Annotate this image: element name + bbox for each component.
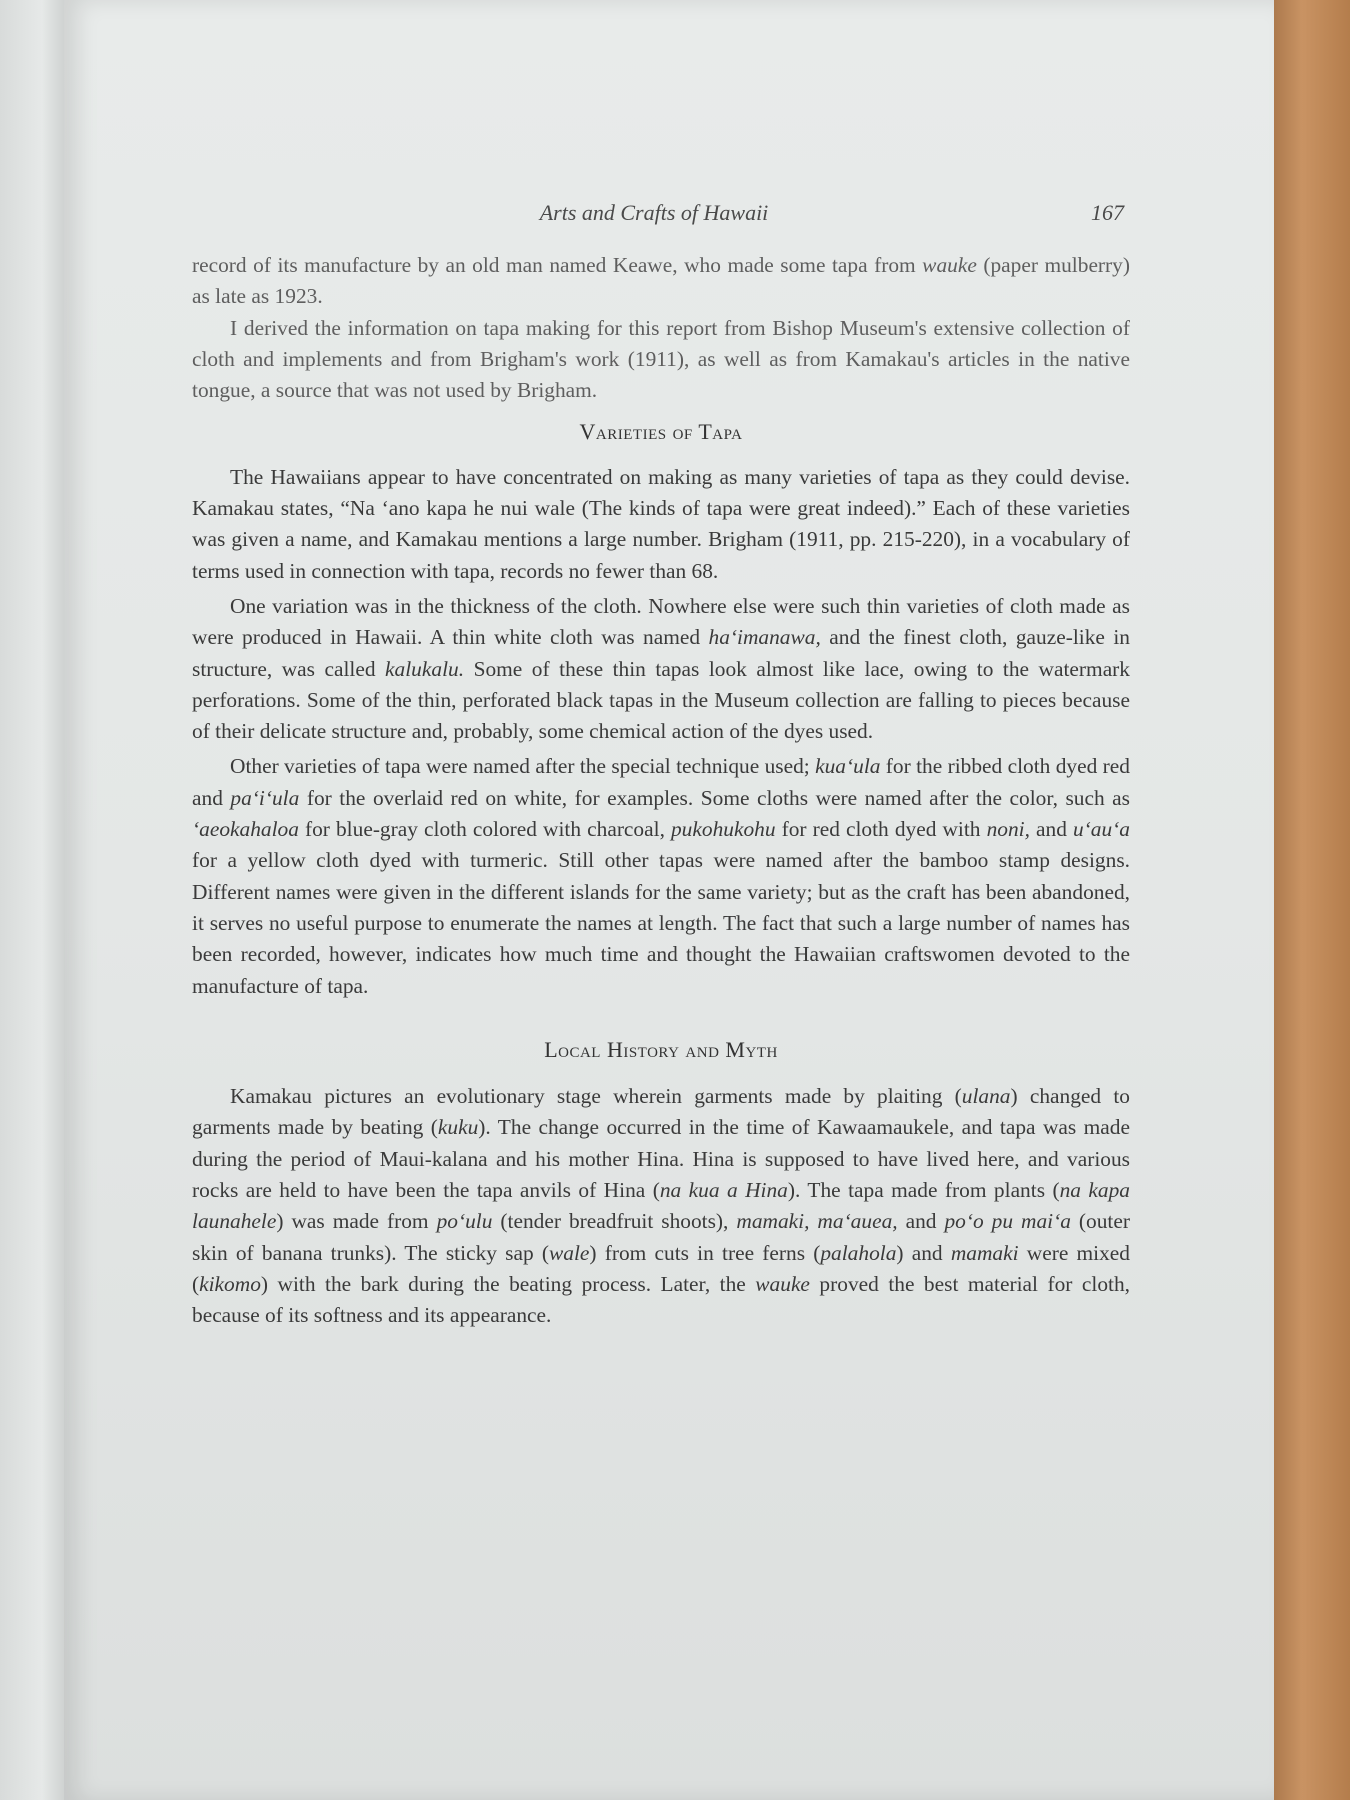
italic-term: kuku [437,1115,479,1140]
italic-term: palahola [820,1240,897,1265]
facing-page-edge [0,0,70,1800]
italic-term: pukohukohu [670,817,776,842]
italic-term: mamaki, ma‘auea, [736,1209,898,1234]
text-run: Some of these thin tapas look almost like lace, owing to the watermark perforations. Some of the thin, perforated black tapas in the Museum collection are falling to pieces because of their delicate structure and, probably, some chemical action of the dyes used. [192,656,1131,744]
italic-term: wale [549,1240,590,1265]
running-title: Arts and Crafts of Hawaii [539,200,769,225]
italic-term: na kapa launahele [192,1178,1130,1234]
text-run: proved the best material for cloth, because of its softness and its appearance. [192,1271,1130,1328]
wooden-table-edge [1270,0,1350,1800]
text-run: One variation was in the thickness of the cloth. Nowhere else were such thin varieties of cloth made as were produced in Hawaii. A thin white cloth was named [192,593,1130,650]
text-run: ) from cuts in tree ferns ( [589,1240,821,1265]
italic-term: mamaki [950,1240,1019,1265]
italic-term: ha‘imanawa, [708,625,821,650]
text-run: record of its manufacture by an old man named Keawe, who made some tapa from [192,253,923,277]
text-run: ) and [896,1240,951,1265]
page-header [484,200,1124,234]
page-number: 167 [1091,200,1124,225]
text-run: (tender breadfruit shoots), [492,1209,737,1234]
book-page [64,0,1274,1800]
text-run: ). The change occurred in the time of Kawaamaukele, and tapa was made during the period of Maui-kalana and his mother Hina. Hina is supposed to have lived here, and various rocks are held to have been the tapa anvils of Hina ( [192,1115,1130,1203]
italic-term: wauke [922,253,977,277]
text-run: for a yellow cloth dyed with turmeric. Still other tapas were named after the bamboo stamp designs. Different names were given in the different islands for the same variety; but as the craft has been abandoned, it serves no useful purpose to enumerate the names at length. The fact that such a large number of names has been recorded, however, indicates how much time and thought the Hawaiian craftswomen devoted to the manufacture of tapa. [192,848,1130,998]
italic-term: po‘ulu [436,1209,493,1234]
text-run: for the overlaid red on white, for examples. Some cloths were named after the color, such as [299,785,1131,810]
text-run: for the ribbed cloth dyed red and [192,754,1130,810]
text-run: (paper mulberry) as late as 1923. [192,253,1131,309]
paragraph-thickness [192,591,1130,747]
italic-term: noni, [986,817,1030,842]
italic-term: po‘o pu mai‘a [944,1209,1071,1234]
text-run: ) with the bark during the beating process. Later, the [260,1271,756,1296]
text-run: and [897,1209,945,1234]
text-run: and [1029,817,1073,842]
italic-term: u‘au‘a [1072,817,1130,842]
text-run: for blue-gray cloth colored with charcoal, [298,817,671,842]
text-run: for red cloth dyed with [775,817,987,842]
text-run: ). The tapa made from plants ( [787,1178,1060,1203]
text-run: ) changed to garments made by beating ( [192,1084,1130,1140]
section-heading-varieties: Varieties of Tapa [579,419,743,445]
italic-term: na kua a Hina [659,1178,788,1203]
italic-term: ulana [961,1084,1011,1109]
paragraph-history [192,1081,1130,1331]
paragraph-varieties-intro: The Hawaiians appear to have concentrated on making as many varieties of tapa as they could devise. Kamakau states, “Na ‘ano kapa he nui wale (The kinds of tapa were great indeed).” Each of these varieties was given a name, and Kamakau mentions a large number. Brigham (1911, pp. 215-220), in a vocabulary of terms used in connection with tapa, records no fewer than 68. [192,464,1130,583]
italic-term: ‘aeokahaloa [192,817,299,842]
text-run: and the finest cloth, gauze-like in structure, was called [192,625,1130,681]
text-run: were mixed ( [192,1240,1130,1296]
paragraph-continuation [192,250,1130,313]
paragraph-sources: I derived the information on tapa making for this report from Bishop Museum's extensive collection of cloth and implements and from Brigham's work (1911), as well as from Kamakau's articles in the native tongue, a source that was not used by Brigham. [192,315,1130,403]
section-heading-history: Local History and Myth [544,1036,778,1062]
paragraph-technique-names [192,751,1130,1001]
italic-term: kua‘ula [815,754,881,779]
text-run: ) was made from [276,1209,437,1234]
text-run: Kamakau pictures an evolutionary stage wherein garments made by plaiting ( [230,1084,962,1109]
italic-term: pa‘i‘ula [230,785,300,810]
italic-term: kikomo [199,1271,261,1296]
italic-term: wauke [755,1271,810,1296]
text-run: (outer skin of banana trunks). The sticky sap ( [192,1209,1130,1265]
page-body [192,250,1130,1332]
italic-term: kalukalu. [385,656,465,681]
text-run: Other varieties of tapa were named after the special technique used; [230,754,816,779]
